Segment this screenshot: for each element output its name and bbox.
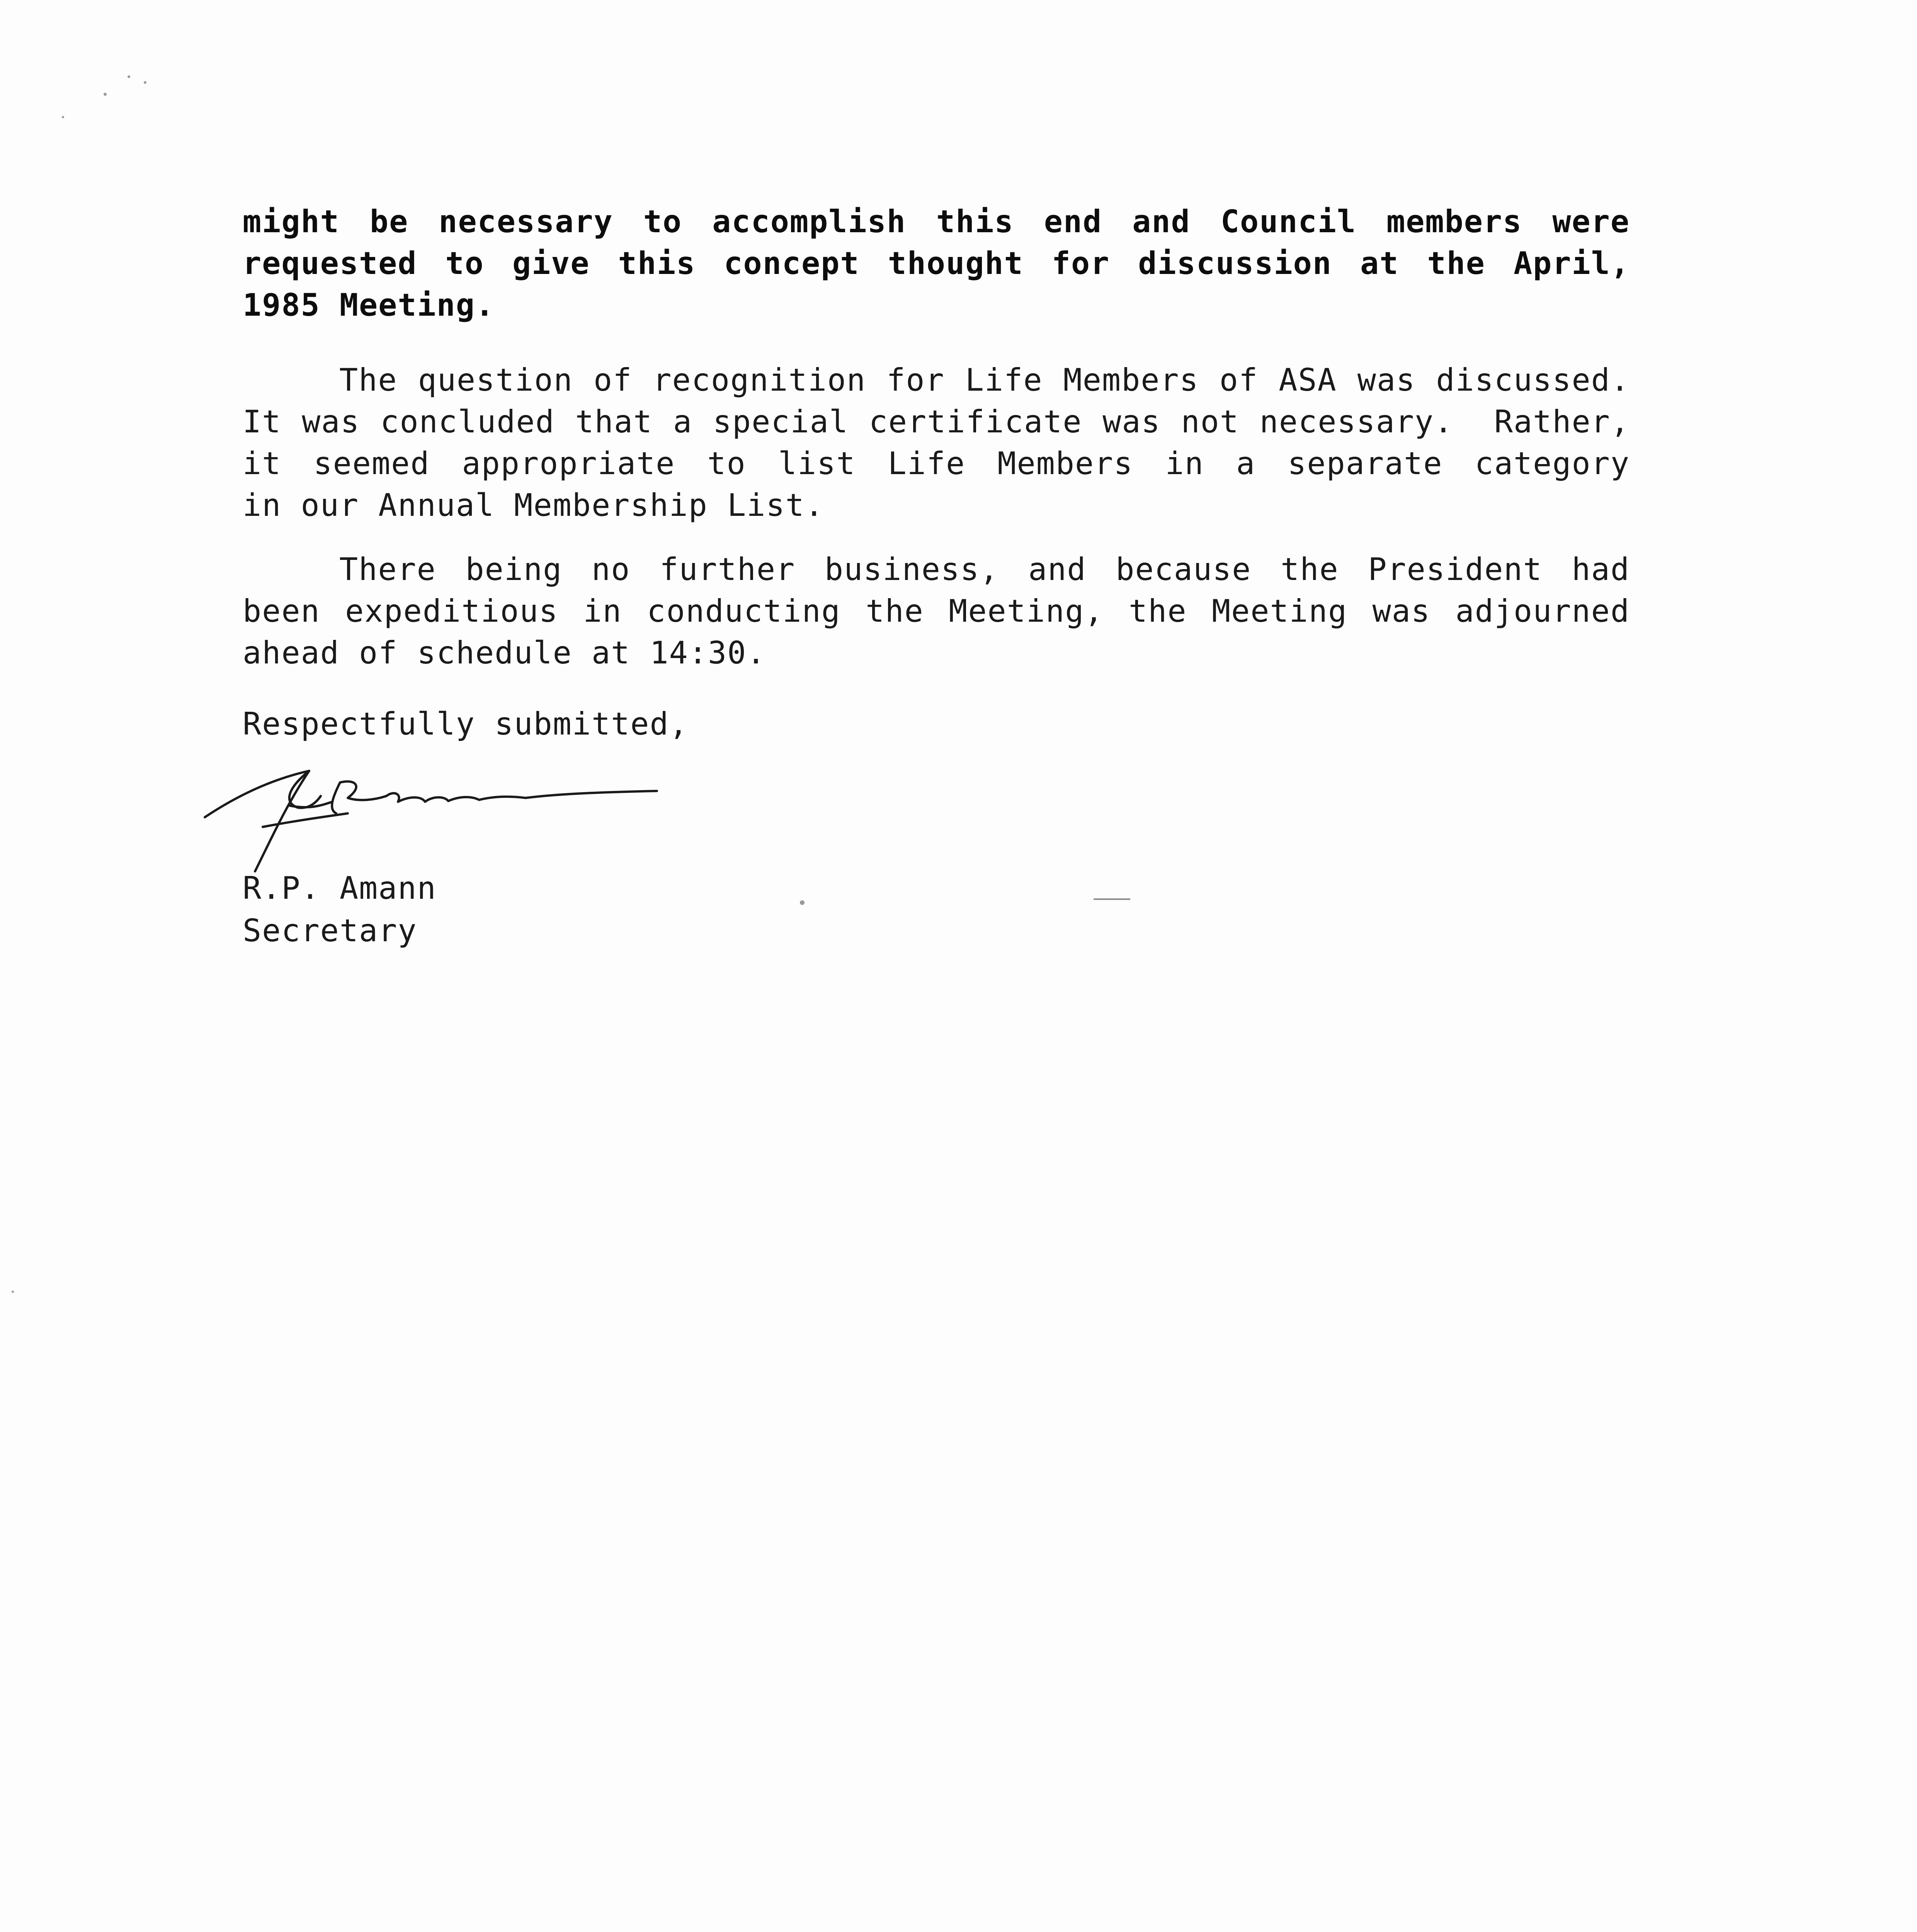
- scan-speck: [62, 116, 64, 118]
- signatory-title-block: [243, 910, 1630, 952]
- paragraph-line: It was concluded that a special certificate was not necessary. Rather,: [243, 404, 1630, 440]
- signatory-title: Secretary: [243, 913, 417, 949]
- scan-speck: [128, 75, 130, 78]
- paragraph-adjournment: [243, 549, 1630, 674]
- paragraph-line: There being no further business, and because the President had: [339, 551, 1630, 587]
- scan-speck: [144, 81, 146, 84]
- paragraph-line: in our Annual Membership List.: [243, 487, 824, 523]
- paragraph-line: ahead of schedule at 14:30.: [243, 635, 766, 671]
- paragraph-line: 1985 Meeting.: [243, 287, 495, 323]
- handwritten-signature: [193, 759, 696, 875]
- scan-speck: [800, 900, 805, 905]
- paragraph-life-members: [243, 359, 1630, 526]
- paragraph-line: requested to give this concept thought for discussion at the April,: [243, 245, 1630, 281]
- paragraph-line: it seemed appropriate to list Life Members in a separate category: [243, 446, 1630, 481]
- scan-speck: [104, 93, 107, 96]
- scan-mark: [1094, 898, 1130, 900]
- signatory-name-block: [243, 867, 1630, 909]
- signatory-name: R.P. Amann: [243, 870, 437, 906]
- closing-line: [243, 703, 1630, 745]
- paragraph-line: The question of recognition for Life Members of ASA was discussed.: [339, 362, 1630, 398]
- paragraph-line: might be necessary to accomplish this end and Council members were: [243, 204, 1630, 240]
- paragraph-continuation: [243, 201, 1630, 326]
- paragraph-line: been expeditious in conducting the Meeting, the Meeting was adjourned: [243, 593, 1630, 629]
- scan-speck: [12, 1291, 14, 1293]
- closing-text: Respectfully submitted,: [243, 706, 689, 742]
